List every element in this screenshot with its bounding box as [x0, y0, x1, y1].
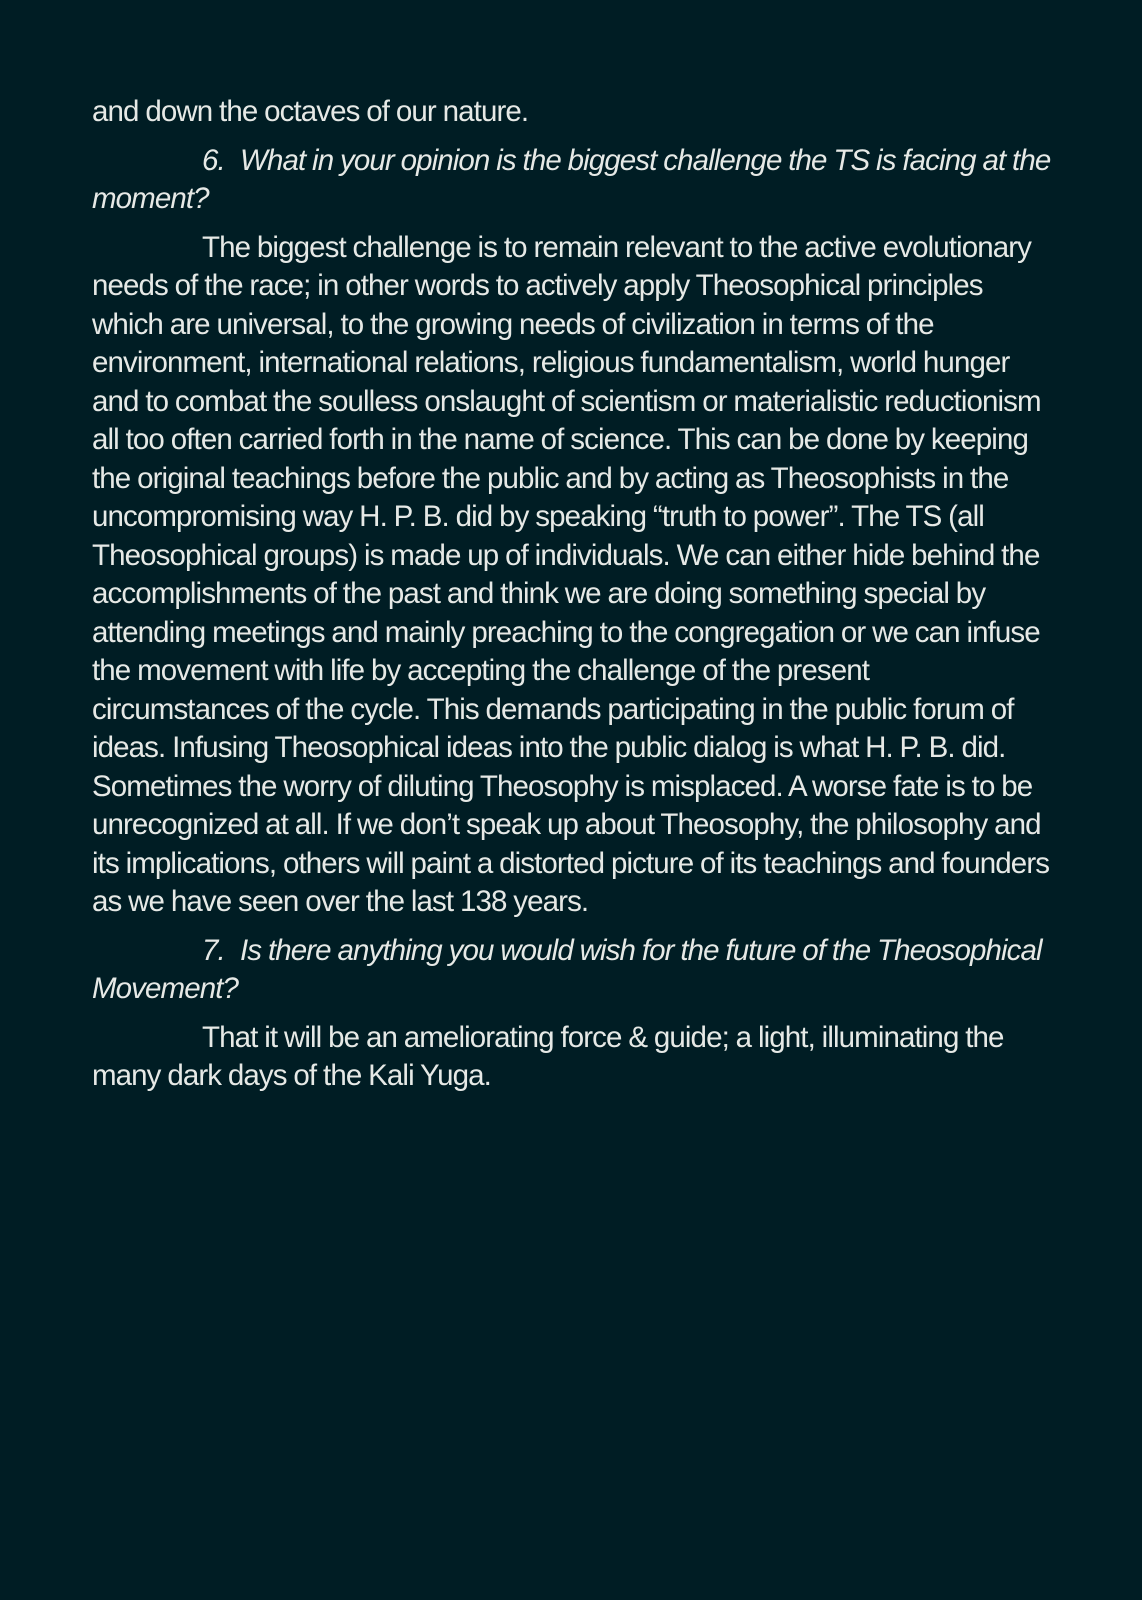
answer-text: That it will be an ameliorating force & guide; a light, illuminating the many dark days of the Kali Yuga.: [92, 1020, 1004, 1092]
continuation-text: and down the octaves of our nature.: [92, 95, 529, 128]
answer-7: [92, 1019, 1052, 1096]
question-number: 6.: [202, 143, 225, 177]
document-page: [92, 93, 1052, 1106]
question-6: [92, 142, 1052, 219]
question-number: 7.: [202, 933, 225, 967]
question-7: [92, 932, 1052, 1009]
question-text: Is there anything you would wish for the future of the Theosophical Movement?: [92, 933, 1042, 1005]
answer-6: [92, 229, 1052, 922]
answer-text: The biggest challenge is to remain relevant to the active evolutionary needs of the race; in other words to actively apply Theosophical principles which are universal, to the growing needs of civilization in terms of the environment, international relations, religious fundamentalism, world hunger and to combat the soulless onslaught of scientism or materialistic reductionism all too often carried forth in the name of science. This can be done by keeping the original teachings before the public and by acting as Theosophists in the uncompromising way H. P. B. did by speaking “truth to power”. The TS (all Theosophical groups) is made up of individuals. We can either hide behind the accomplishments of the past and think we are doing something special by attending meetings and mainly preaching to the congregation or we can infuse the movement with life by accepting the challenge of the present circumstances of the cycle. This demands participating in the public forum of ideas. Infusing Theosophical ideas into the public dialog is what H. P. B. did. Sometimes the worry of diluting Theosophy is misplaced. A worse fate is to be unrecognized at all. If we don’t speak up about Theosophy, the philosophy and its implications, others will paint a distorted picture of its teachings and founders as we have seen over the last 138 years.: [92, 230, 1050, 918]
question-text: What in your opinion is the biggest challenge the TS is facing at the moment?: [92, 143, 1051, 215]
